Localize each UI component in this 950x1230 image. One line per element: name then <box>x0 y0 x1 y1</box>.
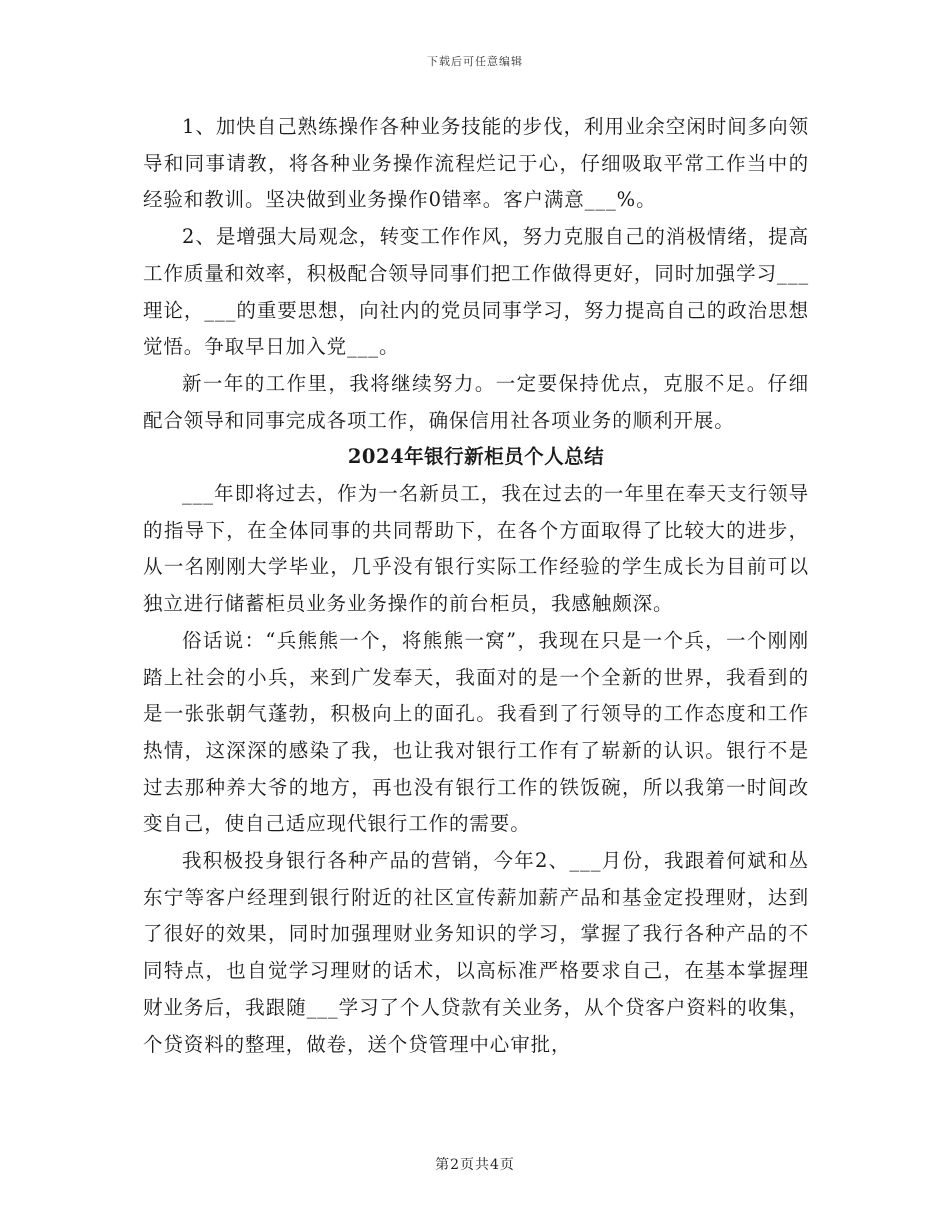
paragraph-new-year: 新一年的工作里，我将继续努力。一定要保持优点，克服不足。仔细配合领导和同事完成各项工作，确保信用社各项业务的顺利开展。 <box>143 371 809 432</box>
page-header: 下载后可任意编辑 <box>427 55 523 68</box>
paragraph-goal-2: 2、是增强大局观念，转变工作作风，努力克服自己的消极情绪，提高工作质量和效率，积极配合领导同事们把工作做得更好，同时加强学习___理论，___的重要思想，向社内的党员同事学习，努力提高自己的政治思想觉悟。争取早日加入党___。 <box>143 225 809 359</box>
paragraph-intro: ___年即将过去，作为一名新员工，我在过去的一年里在奉天支行领导的指导下，在全体同事的共同帮助下，在各个方面取得了比较大的进步，从一名刚刚大学毕业，几乎没有银行实际工作经验的学生成长为目前可以独立进行储蓄柜员业务业务操作的前台柜员，我感触颇深。 <box>143 482 809 616</box>
page-number: 第2页共4页 <box>435 1157 515 1173</box>
paragraph-proverb: 俗话说：“兵熊熊一个，将熊熊一窝”，我现在只是一个兵，一个刚刚踏上社会的小兵，来到广发奉天，我面对的是一个全新的世界，我看到的是一张张朝气蓬勃，积极向上的面孔。我看到了行领导的工作态度和工作热情，这深深的感染了我，也让我对银行工作有了崭新的认识。银行不是过去那种养大爷的地方，再也没有银行工作的铁饭碗，所以我第一时间改变自己，使自己适应现代银行工作的需要。 <box>143 628 809 836</box>
document-body <box>143 109 809 1063</box>
document-title: 2024年银行新柜员个人总结 <box>347 445 605 469</box>
paragraph-marketing: 我积极投身银行各种产品的营销，今年2、___月份，我跟着何斌和丛东宁等客户经理到银行附近的社区宣传薪加薪产品和基金定投理财，达到了很好的效果，同时加强理财业务知识的学习，掌握了我行各种产品的不同特点，也自觉学习理财的话术，以高标准严格要求自己，在基本掌握理财业务后，我跟随___学习了个人贷款有关业务，从个贷客户资料的收集，个贷资料的整理，做卷，送个贷管理中心审批， <box>143 849 809 1056</box>
paragraph-goal-1: 1、加快自己熟练操作各种业务技能的步伐，利用业余空闲时间多向领导和同事请教，将各种业务操作流程烂记于心，仔细吸取平常工作当中的经验和教训。坚决做到业务操作0错率。客户满意___%。 <box>143 115 809 212</box>
